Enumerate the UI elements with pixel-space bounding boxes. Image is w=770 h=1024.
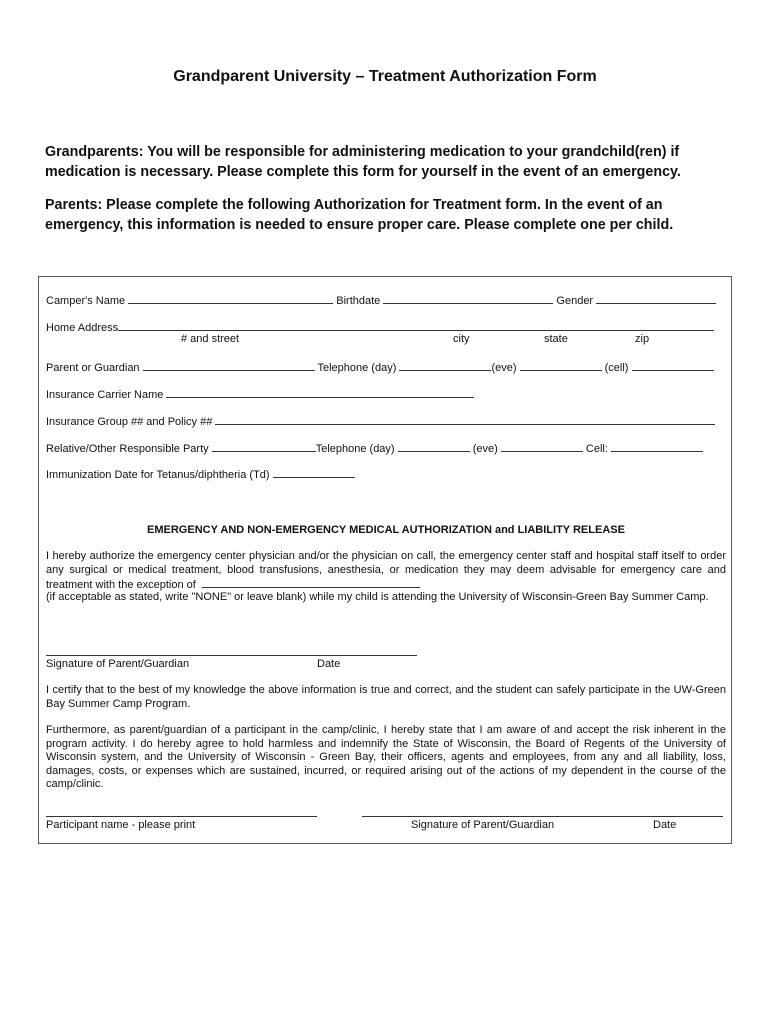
zip-hint: zip bbox=[635, 333, 650, 345]
insurance-carrier-label: Insurance Carrier Name bbox=[46, 389, 164, 401]
relative-field[interactable] bbox=[212, 441, 316, 452]
cell-label: (cell) bbox=[604, 362, 629, 374]
date-label-2: Date bbox=[653, 819, 677, 831]
birthdate-field[interactable] bbox=[383, 293, 553, 304]
eve-field[interactable] bbox=[520, 360, 602, 371]
signature-line[interactable] bbox=[46, 655, 417, 656]
immunization-label: Immunization Date for Tetanus/diphtheria (Td) bbox=[46, 469, 270, 481]
authorization-form-box bbox=[38, 276, 732, 844]
eve-2-label: (eve) bbox=[472, 443, 498, 455]
parent-guardian-row bbox=[46, 360, 714, 375]
insurance-group-field[interactable] bbox=[215, 414, 715, 425]
birthdate-label: Birthdate bbox=[336, 295, 381, 307]
insurance-carrier-field[interactable] bbox=[166, 387, 474, 398]
exception-field[interactable] bbox=[202, 577, 420, 588]
insurance-group-label: Insurance Group ## and Policy ## bbox=[46, 416, 213, 428]
immunization-row bbox=[46, 467, 355, 482]
furthermore-paragraph: Furthermore, as parent/guardian of a participant in the camp/clinic, I hereby state that I am aware of and accept the risk inherent in the program activity. I do hereby agree to hold harmless and indemnify the State of Wisconsin, the Board of Regents of the University of Wisconsin system, and the University of Wisconsin - Green Bay, their officers, agents and employees, from any and all liability, loss, damages, costs, or expenses which are sustained, incurred, or required arising out of the actions of my dependent in the course of the camp/clinic. bbox=[46, 724, 726, 790]
telephone-day-label: Telephone (day) bbox=[317, 362, 397, 374]
cell-2-label: Cell: bbox=[585, 443, 608, 455]
participant-name-line[interactable] bbox=[46, 816, 317, 817]
telephone-day-field[interactable] bbox=[399, 360, 491, 371]
campers-name-field[interactable] bbox=[128, 293, 333, 304]
eve-label: (eve) bbox=[491, 362, 517, 374]
telephone-day-2-label: Telephone (day) bbox=[315, 443, 395, 455]
city-hint: city bbox=[453, 333, 470, 345]
release-heading: EMERGENCY AND NON-EMERGENCY MEDICAL AUTHORIZATION and LIABILITY RELEASE bbox=[147, 524, 625, 536]
authorize-text: I hereby authorize the emergency center physician and/or the physician on call, the emergency center staff and hospital staff itself to order any surgical or medical treatment, blood transfusions, anesthesia, or medication they may deem advisable for emergency care and treatment with the exception of bbox=[46, 550, 726, 591]
certify-paragraph: I certify that to the best of my knowledge the above information is true and correct, and the student can safely participate in the UW-Green Bay Summer Camp Program. bbox=[46, 684, 726, 710]
campers-name-label: Camper's Name bbox=[46, 295, 126, 307]
parent-guardian-label: Parent or Guardian bbox=[46, 362, 140, 374]
eve-2-field[interactable] bbox=[501, 441, 583, 452]
immunization-field[interactable] bbox=[273, 467, 355, 478]
gender-field[interactable] bbox=[596, 293, 716, 304]
insurance-group-row bbox=[46, 414, 715, 429]
form-title: Grandparent University – Treatment Authorization Form bbox=[173, 68, 597, 85]
authorize-paragraph bbox=[46, 550, 726, 593]
participant-name-label: Participant name - please print bbox=[46, 819, 196, 831]
cell-2-field[interactable] bbox=[611, 441, 703, 452]
exception-note: (if acceptable as stated, write "NONE" or leave blank) while my child is attending the University of Wisconsin-Green Bay Summer Camp. bbox=[46, 591, 709, 603]
insurance-carrier-row bbox=[46, 387, 474, 402]
state-hint: state bbox=[544, 333, 568, 345]
signature-label-2: Signature of Parent/Guardian bbox=[411, 819, 555, 831]
gender-label: Gender bbox=[556, 295, 594, 307]
signature-line-2[interactable] bbox=[362, 816, 723, 817]
date-label: Date bbox=[317, 658, 341, 670]
home-address-row bbox=[46, 320, 714, 335]
signature-label: Signature of Parent/Guardian bbox=[46, 658, 190, 670]
home-address-field[interactable] bbox=[118, 320, 714, 331]
relative-label: Relative/Other Responsible Party bbox=[46, 443, 209, 455]
grandparents-instructions: Grandparents: You will be responsible for administering medication to your grandchild(ren) if medication is necessary. Please complete this form for yourself in the event of an emergency. bbox=[45, 144, 681, 180]
cell-field[interactable] bbox=[632, 360, 714, 371]
telephone-day-2-field[interactable] bbox=[398, 441, 470, 452]
home-address-label: Home Address bbox=[46, 322, 119, 334]
relative-row bbox=[46, 441, 703, 456]
parent-guardian-field[interactable] bbox=[143, 360, 315, 371]
campers-name-row bbox=[46, 293, 716, 308]
parents-instructions: Parents: Please complete the following Authorization for Treatment form. In the event of an emergency, this information is needed to ensure proper care. Please complete one per child. bbox=[45, 197, 674, 233]
street-hint: # and street bbox=[181, 333, 240, 345]
